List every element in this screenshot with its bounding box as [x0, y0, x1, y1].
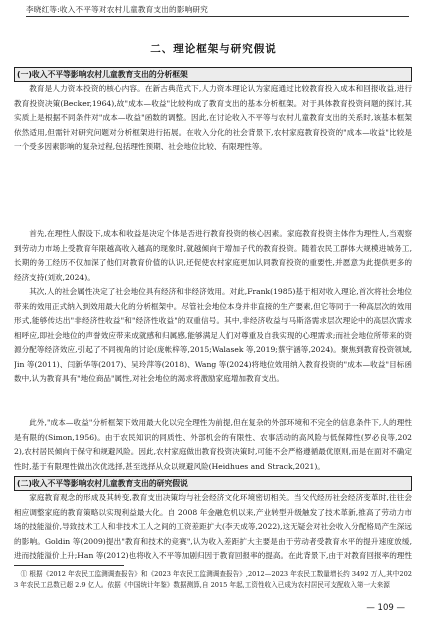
subsection-title-1: (一)收入不平等影响农村儿童教育支出的分析框架	[14, 67, 412, 82]
paragraph: 此外,"成本—收益"分析框架下效用最大化以完全理性为前提,但在复杂的外部环境和不完全的信息条件下,人的理性是有限的(Simon,1956)。由于农民知识的同质性、外部机会的有限性、农事活动的高风险与低保障性(罗必良等,2022),农村居民倾向于保守和规避风险。因此,农村家庭做出教育投资决策时,可能不会严格遵循最优原则,而是在面对不确定性时,基于有限理性做出次优选择,甚至选择从众以规避风险(Heidhues and Strack,2021)。	[14, 418, 412, 471]
header-rule	[26, 16, 409, 17]
section-title: 二、理论框架与研究假说	[150, 43, 277, 55]
page-number: — 109 —	[366, 603, 405, 613]
footnote-rule	[14, 565, 124, 566]
paragraph: 家庭教育观念的形成及其转变,教育支出决策均与社会经济文化环境密切相关。当父代经历社会经济变革时,往往会相应调整家庭的教育策略以实现利益最大化。自 2008 年金融危机以来,产业转型升级触发了技术革新,推高了劳动力市场的技能溢价,导致技术工人和非技术工人之间的工资差距扩大(李天成等,2022),这无疑会对社会收入分配格局产生深远的影响。Goldin 等(2009)提出"教育和技术的竞赛",认为收入差距扩大主要是由于劳动者受教育水平的提升速度放缓,进而技能溢价上升;Han 等(2012)也将收入不平等加剧归因于教育回报率的提高。在此背景下,由于对教育回报率的理性	[14, 493, 412, 560]
footnote: ① 根据《2012 年农民工监测调查报告》和《2023 年农民工监测调查报告》,2012—2023 年农民工数量增长约 3492 万人,其中2023 年农民工总数已超 2.9 亿人。依据《中国统计年鉴》数据测算,自 2015 年起,工资性收入已成为农村居民可支配收入第一大来源	[14, 570, 412, 589]
running-head: 李晓红等:收入不平等对农村儿童教育支出的影响研究	[26, 5, 209, 14]
paragraph: 首先,在理性人假设下,成本和收益是决定个体是否进行教育投资的核心因素。家庭教育投资主体作为理性人,当观察到劳动力市场上受教育年限越高收入越高的现象时,就越倾向于增加子代的教育投资。随着农民工群体大规模进城务工,长期的务工经历不仅加深了他们对教育价值的认识,还促使农村家庭更加认同教育投资的重要性,并愿意为此提供更多的经济支持(刘欢,2024)。	[14, 229, 412, 282]
subsection-title-2: (二)收入不平等影响农村儿童教育支出的研究假说	[14, 476, 412, 491]
paragraph: 教育是人力资本投资的核心内容。在新古典范式下,人力资本理论认为家庭通过比较教育投入成本和回报收益,进行教育投资决策(Becker,1964),故"成本—收益"比较构成了教育支出的基本分析框架。对于具体教育投资问题的探讨,其实质上是根据不同条件对"成本—收益"函数的调整。因此,在讨论收入不平等与农村儿童教育支出的关系时,该基本框架依然适用,但需针对研究问题对分析框架进行拓展。在收入分化的社会背景下,农村家庭教育投资的"成本—收益"比较是一个受多因素影响的复杂过程,包括理性预期、社会地位比较、有限理性等。	[14, 84, 412, 151]
paragraph: 其次,人的社会属性决定了社会地位具有经济和非经济效用。对此,Frank(1985)基于相对收入理论,首次将社会地位带来的效用正式纳入到效用最大化的分析框架中。尽管社会地位本身并非直接的生产要素,但它等同于一种高层次的效用形式,能够传达出"非经济性收益"和"经济性收益"的双重信号。其中,非经济收益与马斯洛需求层次理论中的高层次需求相呼应,即社会地位的声誉效应带来成就感和归属感,能够满足人们对尊重及自我实现的心理需求;而社会地位所带来的资源分配等经济效应,引起了不同视角的讨论(庞帐梓等,2015;Walasek 等,2019;蔡宇涵等,2024)。聚焦到教育投资领域,Jin 等(2011)、闫新华等(2017)、吴玲萍等(2018)、Wang 等(2024)将地位效用纳入教育投资的"成本—收益"目标函数中,认为教育具有"地位商品"属性,对社会地位的渴求将激励家庭增加教育支出。	[14, 287, 412, 383]
